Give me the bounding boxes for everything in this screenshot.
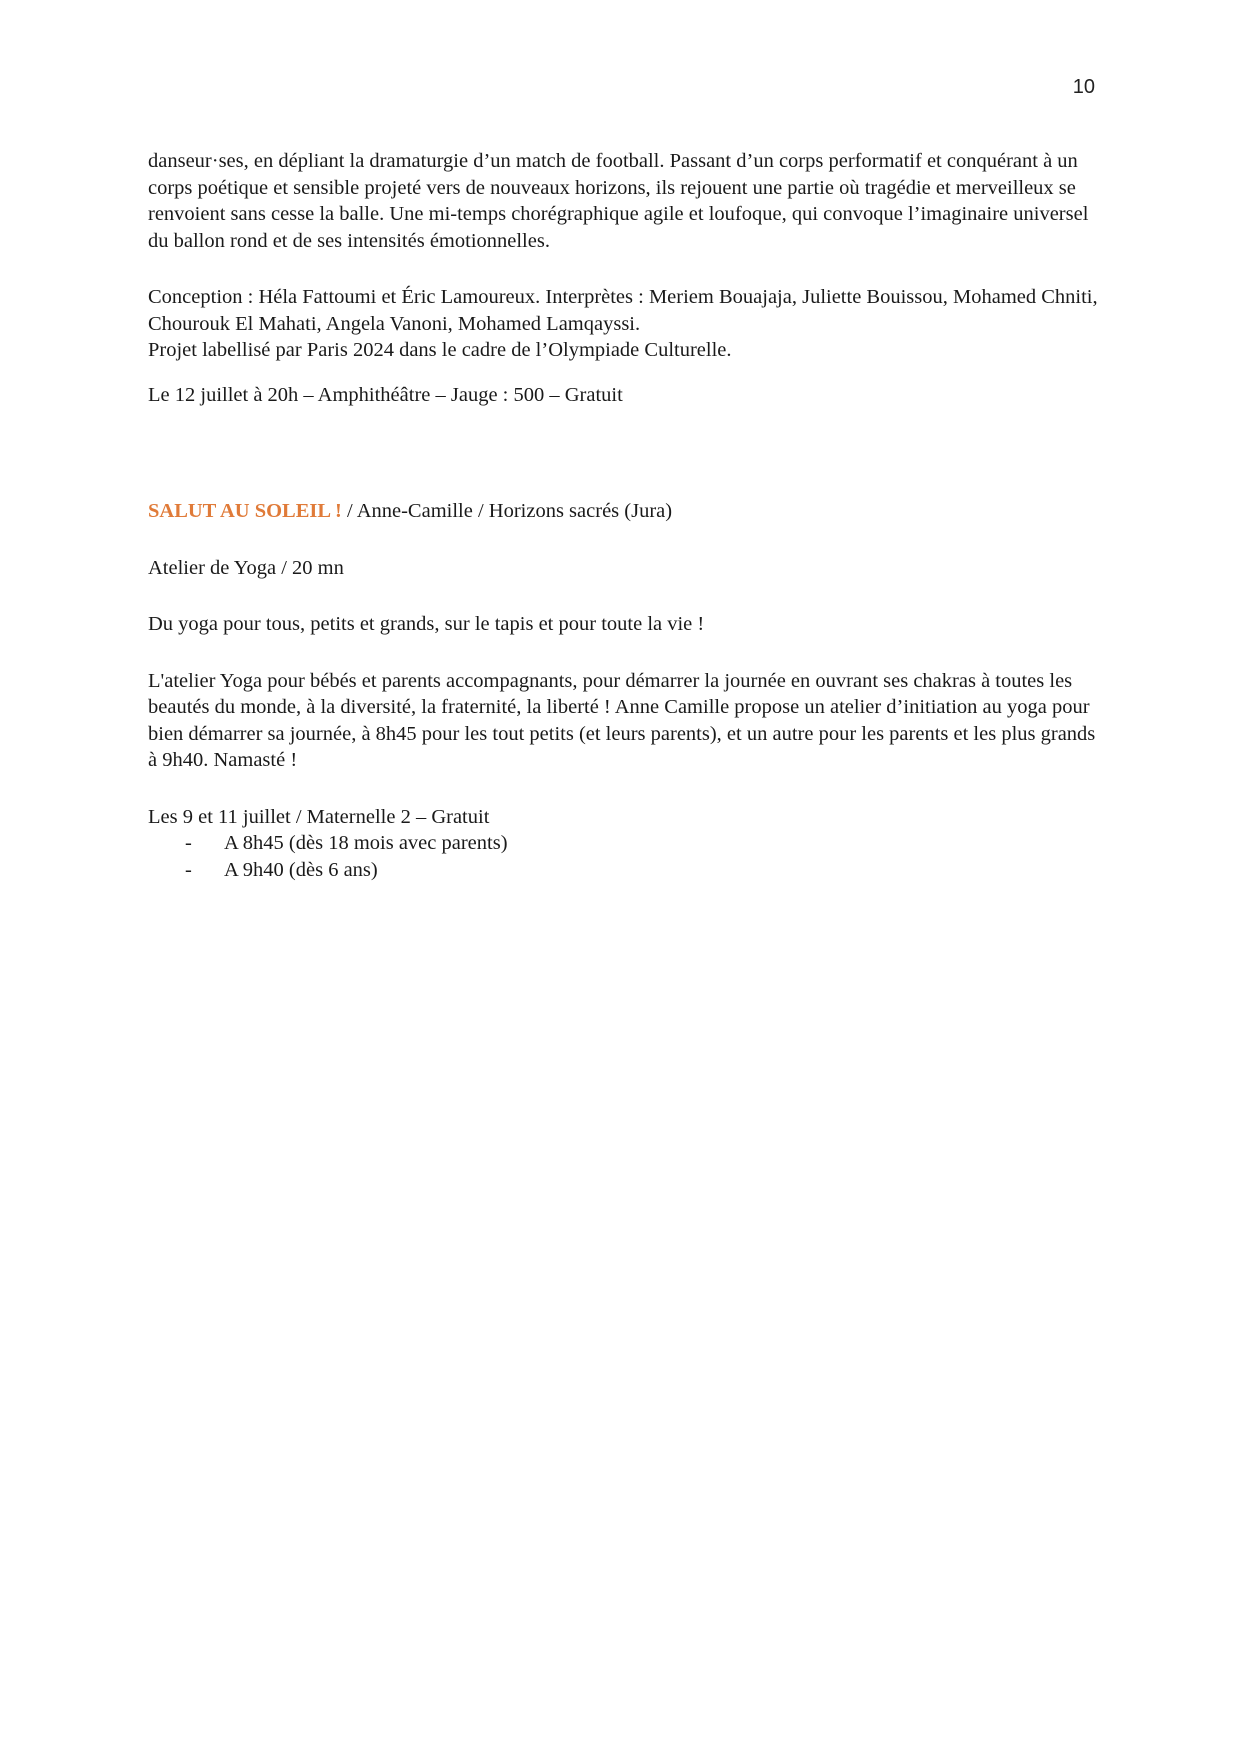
list-item-text: A 8h45 (dès 18 mois avec parents) <box>224 832 508 854</box>
document-body <box>148 148 1098 883</box>
list-item <box>148 830 1098 857</box>
show-title: SALUT AU SOLEIL ! <box>148 500 342 522</box>
show-description: L'atelier Yoga pour bébés et parents accompagnants, pour démarrer la journée en ouvrant ses chakras à toutes les beautés du monde, à la diversité, la fraternité, la liberté ! Anne Camille propose un atelier d’initiation au yoga pour bien démarrer sa journée, à 8h45 pour les tout petits (et leurs parents), et un autre pour les parents et les plus grands à 9h40. Namasté ! <box>148 669 1096 771</box>
page-number: 10 <box>1072 76 1095 98</box>
show-kind: Atelier de Yoga / 20 mn <box>148 556 344 579</box>
previous-show-credits: Conception : Héla Fattoumi et Éric Lamoureux. Interprètes : Meriem Bouajaja, Juliette Bouissou, Mohamed Chniti, Chourouk El Mahati, Angela Vanoni, Mohamed Lamqayssi. <box>148 286 1098 335</box>
show-schedule: Les 9 et 11 juillet / Maternelle 2 – Gratuit <box>148 805 490 828</box>
bullet-dash: - <box>185 832 192 854</box>
show-tagline: Du yoga pour tous, petits et grands, sur le tapis et pour toute la vie ! <box>148 613 705 635</box>
show-times-list <box>148 830 1098 883</box>
previous-show-description: danseur·ses, en dépliant la dramaturgie d’un match de football. Passant d’un corps performatif et conquérant à un corps poétique et sensible projeté vers de nouveaux horizons, ils rejouent une partie où tragédie et merveilleux se renvoient sans cesse la balle. Une mi-temps chorégraphique agile et loufoque, qui convoque l’imaginaire universel du ballon rond et de ses intensités émotionnelles. <box>148 150 1089 252</box>
show-title-rest: / Anne-Camille / Horizons sacrés (Jura) <box>341 500 673 522</box>
show-heading <box>148 498 1098 525</box>
list-item <box>148 857 1098 884</box>
list-item-text: A 9h40 (dès 6 ans) <box>224 858 378 881</box>
previous-show-label: Projet labellisé par Paris 2024 dans le cadre de l’Olympiade Culturelle. <box>148 339 732 361</box>
bullet-dash: - <box>185 858 192 881</box>
previous-show-schedule: Le 12 juillet à 20h – Amphithéâtre – Jauge : 500 – Gratuit <box>148 383 623 406</box>
